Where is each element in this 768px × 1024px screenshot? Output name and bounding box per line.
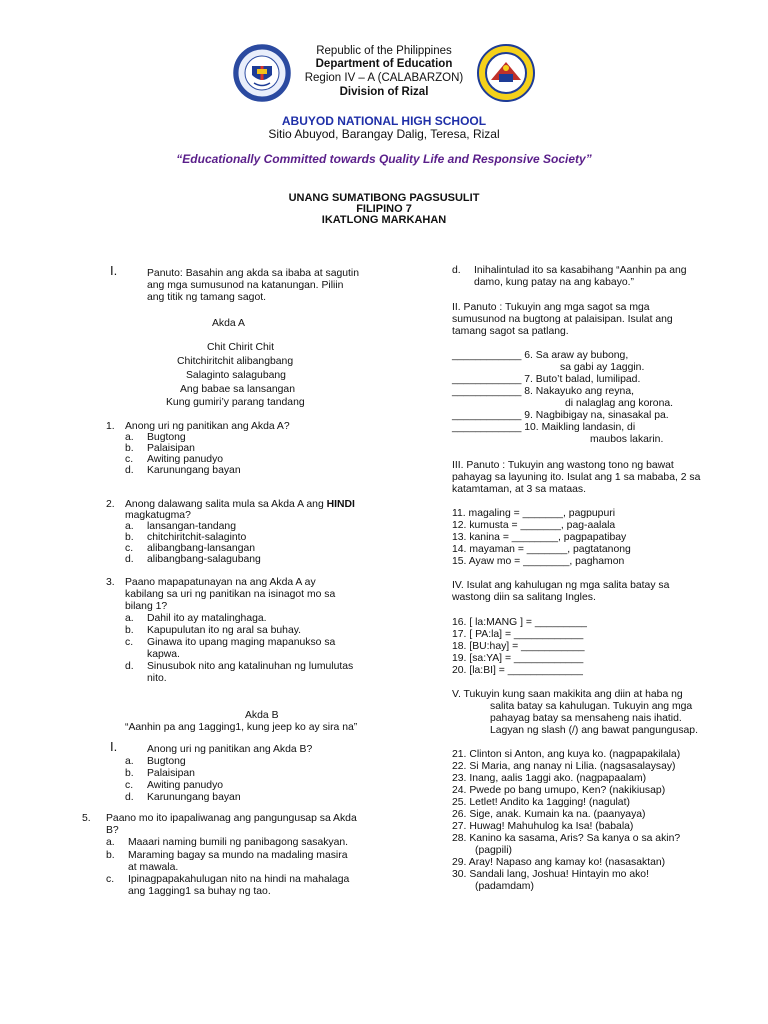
riddle-line: sa gabi ay 1aggin. <box>560 362 645 373</box>
q4-number: I. <box>110 739 118 754</box>
header-region: Region IV – A (CALABARZON) <box>304 72 464 84</box>
section3-instruction-line: katamtaman, at 3 sa mataas. <box>452 484 586 495</box>
statement-item: 23. Inang, aalis 1aggi ako. (nagpapaalam) <box>452 773 647 784</box>
word-item: 16. [ la:MANG ] = _________ <box>452 617 587 628</box>
word-item: 20. [la:BI] = _____________ <box>452 665 583 676</box>
akda-a-title: Akda A <box>212 318 245 329</box>
riddle-line: ____________ 7. Buto’t balad, lumilipad. <box>452 374 641 385</box>
q5-option-letter: a. <box>106 837 115 848</box>
q3-option-text: Ginawa ito upang maging mapanukso sa <box>147 637 336 648</box>
statement-item: 30. Sandali lang, Joshua! Hintayin mo ako! <box>452 869 649 880</box>
school-address: Sitio Abuyod, Barangay Dalig, Teresa, Rizal <box>268 127 500 141</box>
tone-item: 15. Ayaw mo = ________, paghamon <box>452 556 625 567</box>
q3-option-text: kapwa. <box>147 649 180 660</box>
q3-option-letter: a. <box>125 613 134 624</box>
riddle-line: di nalaglag ang korona. <box>565 398 674 409</box>
q3-option-letter: c. <box>125 637 134 648</box>
section1-instruction-line: Panuto: Basahin ang akda sa ibaba at sagutin <box>147 268 360 279</box>
q5-option-text: Maaari naming bumili ng panibagong sasakyan. <box>128 837 349 848</box>
statement-item: 26. Sige, anak. Kumain ka na. (paanyaya) <box>452 809 646 820</box>
statement-item: (pagpili) <box>475 845 512 856</box>
q3-option-text: Sinusubok nito ang katalinuhan ng lumulutas <box>147 661 354 672</box>
header-department: Department of Education <box>315 58 453 70</box>
school-motto: “Educationally Committed towards Quality Life and Responsive Society” <box>176 152 592 166</box>
q4-option-text: Palaisipan <box>147 768 195 779</box>
q3-option-letter: b. <box>125 625 134 636</box>
section2-instruction-line: sumusunod na bugtong at palaisipan. Isulat ang <box>452 314 673 325</box>
q3-option-text: Dahil ito ay matalinghaga. <box>147 613 267 624</box>
q2-option-letter: d. <box>125 554 134 565</box>
q2-number: 2. <box>106 499 115 510</box>
q4-option-text: Bugtong <box>147 756 186 767</box>
q4-option-letter: b. <box>125 768 134 779</box>
section1-instruction-line: ang mga sumusunod na katanungan. Piliin <box>147 280 344 291</box>
riddle-line: ____________ 9. Nagbibigay na, sinasakal pa. <box>452 410 669 421</box>
section5-instruction-line: V. Tukuyin kung saan makikita ang diin at haba ng <box>452 689 683 700</box>
q1-option-letter: d. <box>125 465 134 476</box>
q2-option-text: lansangan-tandang <box>147 521 236 532</box>
word-item: 18. [BU:hay] = ___________ <box>452 641 585 652</box>
q2-text-line2: magkatugma? <box>125 510 191 521</box>
q3-option-text: Kapupulutan ito ng aral sa buhay. <box>147 625 302 636</box>
q4-option-letter: a. <box>125 756 134 767</box>
statement-item: 22. Si Maria, ang nanay ni Lilia. (nagsasalaysay) <box>452 761 676 772</box>
section1-instruction-line: ang titik ng tamang sagot. <box>147 292 266 303</box>
akda-b-quote: “Aanhin pa ang 1agging1, kung jeep ko ay sira na” <box>125 722 358 733</box>
q3-text-line: bilang 1? <box>125 601 168 612</box>
poem-line: Ang babae sa lansangan <box>180 384 295 395</box>
poem-line: Kung gumiri’y parang tandang <box>166 397 305 408</box>
section1-numeral: I. <box>110 263 118 278</box>
tone-item: 12. kumusta = _______, pag-aalala <box>452 520 616 531</box>
q1-option-letter: b. <box>125 443 134 454</box>
q4-option-text: Inihalintulad ito sa kasabihang “Aanhin pa ang <box>474 265 687 276</box>
riddle-line: maubos lakarin. <box>590 434 664 445</box>
q2-option-letter: c. <box>125 543 134 554</box>
tone-item: 11. magaling = _______, pagpupuri <box>452 508 616 519</box>
q3-option-text: nito. <box>147 673 167 684</box>
exam-title: UNANG SUMATIBONG PAGSUSULIT <box>288 192 480 204</box>
q5-option-text: Maraming bagay sa mundo na madaling masira <box>128 850 348 861</box>
statement-item: 27. Huwag! Mahuhulog ka Isa! (babala) <box>452 821 634 832</box>
q4-text: Anong uri ng panitikan ang Akda B? <box>147 744 313 755</box>
q1-text: Anong uri ng panitikan ang Akda A? <box>125 421 290 432</box>
q4-option-letter: d. <box>125 792 134 803</box>
q1-option-text: Bugtong <box>147 432 186 443</box>
poem-line: Chitchiritchit alibangbang <box>177 356 294 367</box>
riddle-line: ____________ 10. Maikling landasin, di <box>452 422 636 433</box>
section5-instruction-line: pahayag batay sa mensaheng nais ihatid. <box>490 713 682 724</box>
tone-item: 14. mayaman = _______, pagtatanong <box>452 544 631 555</box>
section2-instruction-line: II. Panuto : Tukuyin ang mga sagot sa mga <box>452 302 650 313</box>
exam-quarter: IKATLONG MARKAHAN <box>321 214 447 226</box>
section3-instruction-line: III. Panuto : Tukuyin ang wastong tono ng bawat <box>452 460 674 471</box>
riddle-line: ____________ 8. Nakayuko ang reyna, <box>452 386 634 397</box>
q4-option-letter: c. <box>125 780 134 791</box>
q5-text-line: Paano mo ito ipapaliwanag ang pangungusap sa Akda <box>106 813 357 824</box>
q5-number: 5. <box>82 813 91 824</box>
header-division: Division of Rizal <box>339 86 429 98</box>
q2-text-part: Anong dalawang salita mula sa Akda A ang <box>125 499 324 510</box>
q2-option-letter: b. <box>125 532 134 543</box>
q5-option-text: ang 1agging1 sa buhay ng tao. <box>128 886 271 897</box>
q3-text-line: kabilang sa uri ng panitikan na isinagot mo sa <box>125 589 336 600</box>
statement-item: 24. Pwede po bang umupo, Ken? (nakikiusap) <box>452 785 666 796</box>
statement-item: (padamdam) <box>475 881 534 892</box>
poem-line: Salaginto salagubang <box>186 370 286 381</box>
akda-b-title: Akda B <box>245 710 279 721</box>
q2-option-text: alibangbang-salagubang <box>147 554 261 565</box>
q1-option-text: Karunungang bayan <box>147 465 241 476</box>
section4-instruction-line: IV. Isulat ang kahulugan ng mga salita batay sa <box>452 580 670 591</box>
tone-item: 13. kanina = ________, pagpapatibay <box>452 532 627 543</box>
header-republic: Republic of the Philippines <box>316 45 452 57</box>
school-name: ABUYOD NATIONAL HIGH SCHOOL <box>281 114 487 128</box>
q2-option-letter: a. <box>125 521 134 532</box>
statement-item: 25. Letlet! Andito ka 1agging! (nagulat) <box>452 797 630 808</box>
section5-instruction-line: salita batay sa kahulugan. Tukuyin ang mga <box>490 701 693 712</box>
poem-line: Chit Chirit Chit <box>207 342 274 353</box>
q4-option-text: Karunungang bayan <box>147 792 241 803</box>
q4-option-text: damo, kung patay na ang kabayo.” <box>474 277 635 288</box>
q1-option-letter: c. <box>125 454 134 465</box>
q3-text-line: Paano mapapatunayan na ang Akda A ay <box>125 577 316 588</box>
q2-option-text: chitchiritchit-salaginto <box>147 532 247 543</box>
q4-option-text: Awiting panudyo <box>147 780 224 791</box>
statement-item: 21. Clinton si Anton, ang kuya ko. (nagpapakilala) <box>452 749 681 760</box>
q2-option-text: alibangbang-lansangan <box>147 543 256 554</box>
q5-text-line: B? <box>106 825 119 836</box>
riddle-line: ____________ 6. Sa araw ay bubong, <box>452 350 629 361</box>
q1-option-text: Awiting panudyo <box>147 454 224 465</box>
q1-option-letter: a. <box>125 432 134 443</box>
q3-option-letter: d. <box>125 661 134 672</box>
section4-instruction-line: wastong diin sa salitang Ingles. <box>452 592 596 603</box>
q4-option-letter: d. <box>452 265 461 276</box>
statement-item: 29. Aray! Napaso ang kamay ko! (nasasaktan) <box>452 857 666 868</box>
section5-instruction-line: Lagyan ng slash (/) ang bawat pangungusap. <box>490 725 698 736</box>
q5-option-text: at mawala. <box>128 862 179 873</box>
exam-subject: FILIPINO 7 <box>356 203 412 215</box>
q1-option-text: Palaisipan <box>147 443 195 454</box>
q2-emphasis: HINDI <box>326 499 355 510</box>
section3-instruction-line: pahayag sa layuning ito. Isulat ang 1 sa mababa, 2 sa <box>452 472 701 483</box>
q5-option-letter: b. <box>106 850 115 861</box>
section2-instruction-line: tamang sagot sa patlang. <box>452 326 569 337</box>
q5-option-letter: c. <box>106 874 115 885</box>
q3-number: 3. <box>106 577 115 588</box>
word-item: 19. [sa:YA] = ____________ <box>452 653 584 664</box>
q5-option-text: Ipinagpapakahulugan nito na hindi na mahalaga <box>128 874 350 885</box>
q1-number: 1. <box>106 421 115 432</box>
statement-item: 28. Kanino ka sasama, Aris? Sa kanya o sa akin? <box>452 833 681 844</box>
word-item: 17. [ PA:la] = ____________ <box>452 629 584 640</box>
